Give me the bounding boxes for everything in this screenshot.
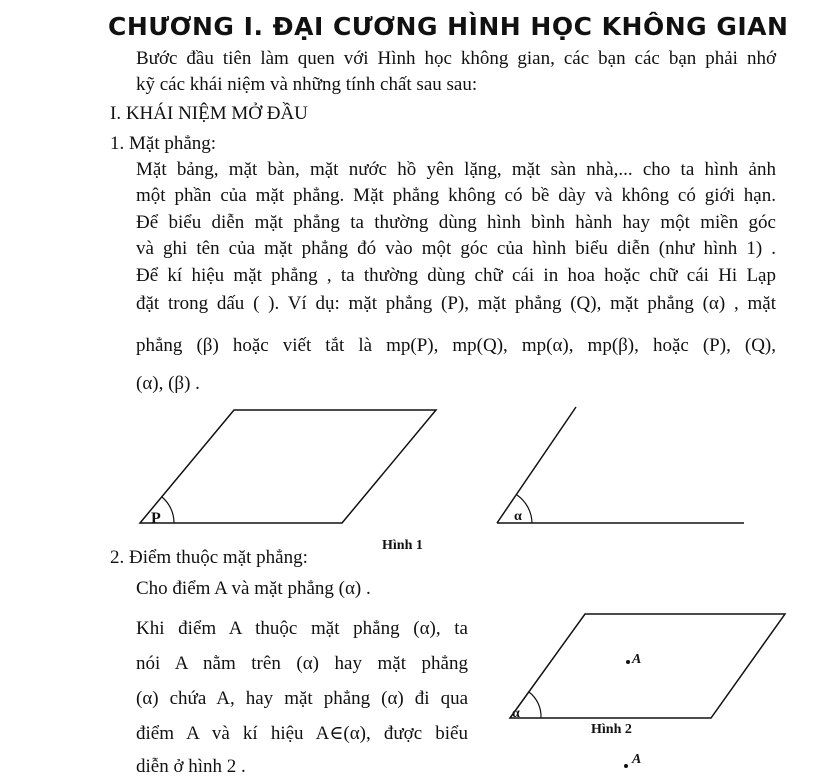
- paragraph-line: diễn ở hình 2 .: [136, 756, 246, 777]
- paragraph-line: Để kí hiệu mặt phẳng , ta thường dùng chữ cái in hoa hoặc chữ cái Hi Lạp: [136, 265, 776, 286]
- paragraph-line: nói A nằm trên (α) hay mặt phẳng: [136, 653, 468, 674]
- intro-line-1: Bước đầu tiên làm quen với Hình học không gian, các bạn các bạn phải nhớ: [136, 48, 776, 69]
- paragraph-line: Cho điểm A và mặt phẳng (α) .: [136, 578, 371, 599]
- plane-label-p: P: [151, 510, 161, 527]
- paragraph-line: điểm A và kí hiệu A∈(α), được biểu: [136, 723, 468, 744]
- figure-2-caption: Hình 2: [591, 722, 632, 737]
- figure-1-angle: [494, 405, 750, 530]
- paragraph-line: đặt trong dấu ( ). Ví dụ: mặt phẳng (P), mặt phẳng (Q), mặt phẳng (α) , mặt: [136, 293, 776, 314]
- figure-1-parallelogram: [130, 405, 450, 530]
- figure-2-parallelogram: [505, 610, 795, 722]
- intro-line-2: kỹ các khái niệm và những tính chất sau sau:: [136, 74, 478, 95]
- paragraph-line: Khi điểm A thuộc mặt phẳng (α), ta: [136, 618, 468, 639]
- paragraph-line: phẳng (β) hoặc viết tắt là mp(P), mp(Q), mp(α), mp(β), hoặc (P), (Q),: [136, 335, 776, 356]
- paragraph-line: một phần của mặt phẳng. Mặt phẳng không có bề dày và không có giới hạn.: [136, 185, 776, 206]
- paragraph-line: (α), (β) .: [136, 373, 200, 394]
- figure-1-caption: Hình 1: [382, 538, 423, 553]
- point-a-outside: [622, 762, 630, 770]
- plane-label-alpha-2: α: [512, 706, 520, 721]
- paragraph-line: và ghi tên của mặt phẳng đó vào một góc của hình biểu diễn (như hình 1) .: [136, 238, 776, 259]
- subsection-heading-2: 2. Điểm thuộc mặt phẳng:: [110, 547, 308, 568]
- section-heading: I. KHÁI NIỆM MỞ ĐẦU: [110, 103, 308, 124]
- subsection-heading-1: 1. Mặt phẳng:: [110, 133, 217, 154]
- point-a-outside-label: A: [632, 752, 642, 767]
- paragraph-line: (α) chứa A, hay mặt phẳng (α) đi qua: [136, 688, 468, 709]
- point-a-inside-label: A: [632, 652, 642, 667]
- chapter-title: CHƯƠNG I. ĐẠI CƯƠNG HÌNH HỌC KHÔNG GIAN: [108, 12, 789, 41]
- paragraph-line: Mặt bảng, mặt bàn, mặt nước hồ yên lặng, mặt sàn nhà,... cho ta hình ảnh: [136, 159, 776, 180]
- paragraph-line: Để biểu diễn mặt phẳng ta thường dùng hình bình hành hay một miền góc: [136, 212, 776, 233]
- plane-label-alpha: α: [514, 509, 522, 524]
